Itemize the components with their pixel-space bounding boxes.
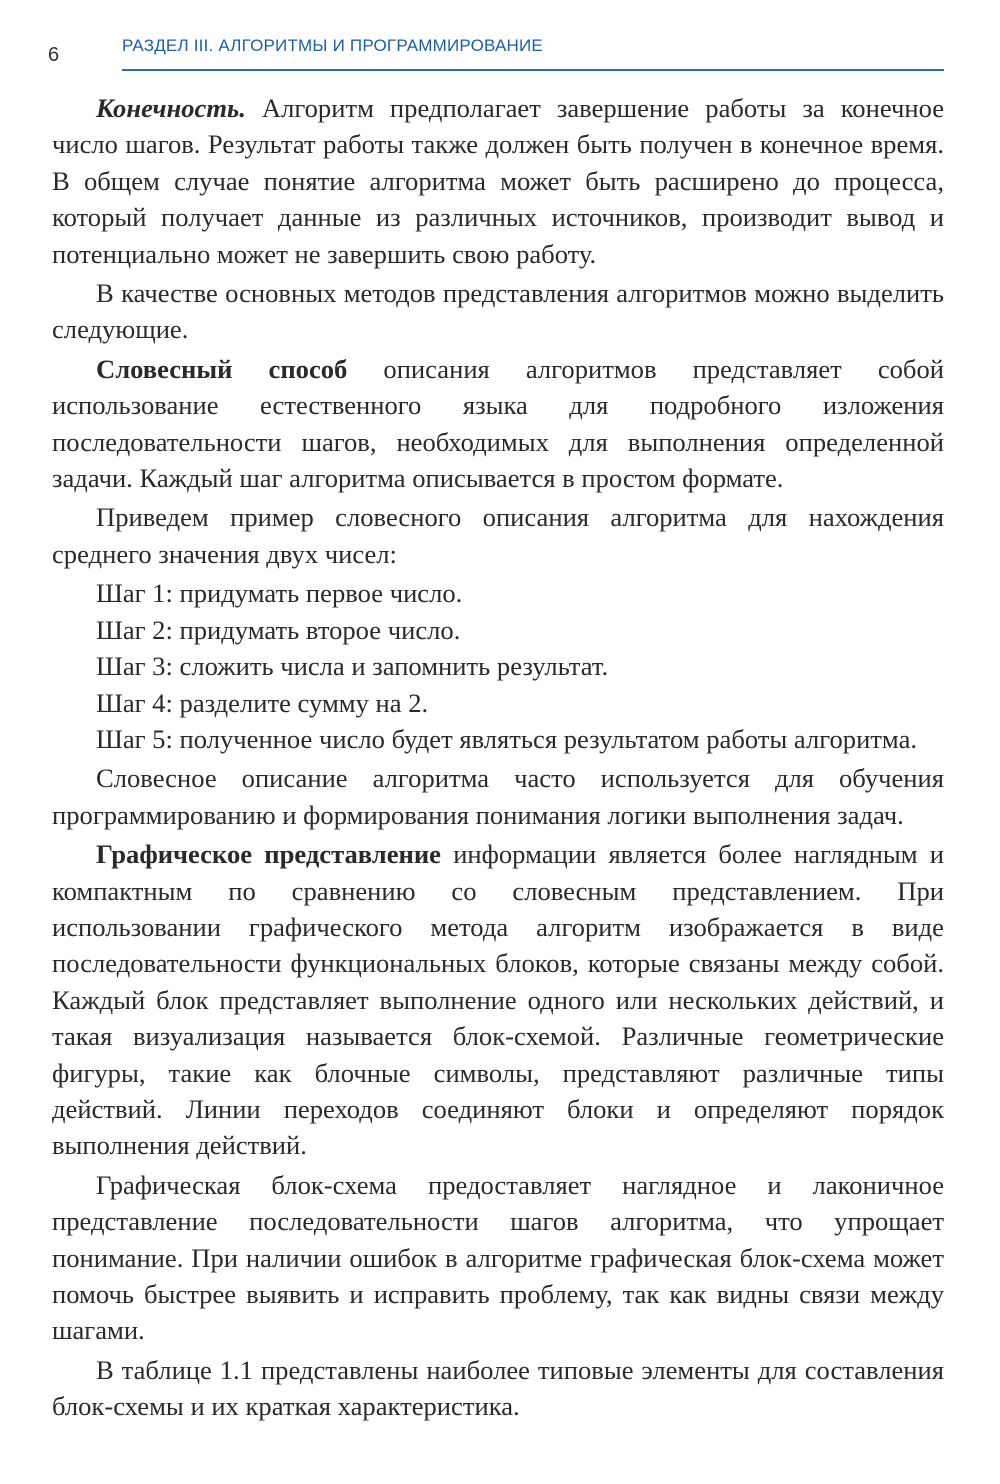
paragraph-text: В качестве основных методов представления алгоритмов можно выделить следующие.: [52, 278, 944, 345]
paragraph-example-intro: [52, 499, 944, 572]
paragraph-verbal-method: [52, 351, 944, 497]
paragraph-text: Графическая блок-схема предоставляет наглядное и лаконичное представление последовательности шагов алгоритма, что упрощает понимание. При наличии ошибок в алгоритме графическая блок-схема может помочь быстрее выявить и исправить проблему, так как видны связи между шагами.: [52, 1169, 944, 1346]
algorithm-step-2: Шаг 2: придумать второе число.: [96, 614, 461, 645]
algorithm-step-4: Шаг 4: разделите сумму на 2.: [96, 687, 429, 718]
algorithm-step-3: Шаг 3: сложить числа и запомнить результат.: [96, 651, 609, 682]
paragraph-table-reference: [52, 1352, 944, 1425]
term-finiteness: Конечность.: [96, 93, 246, 123]
paragraph-text: Словесное описание алгоритма часто используется для обучения программированию и формирования понимания логики выполнения задач.: [52, 763, 944, 830]
algorithm-step-1: Шаг 1: придумать первое число.: [96, 578, 463, 609]
paragraph-text: Алгоритм предполагает завершение работы за конечное число шагов. Результат работы также должен быть получен в конечное время. В общем случае понятие алгоритма может быть расширено до процесса, который получает данные из различных источников, производит вывод и потенциально может не завершить свою работу.: [52, 93, 944, 269]
page-number: 6: [48, 44, 60, 66]
paragraph-text: Приведем пример словесного описания алгоритма для нахождения среднего значения двух чисел:: [52, 502, 944, 569]
term-graphic-representation: Графическое представление: [96, 839, 441, 870]
paragraph-verbal-usage: [52, 760, 944, 833]
paragraph-text: В таблице 1.1 представлены наиболее типовые элементы для составления блок-схемы и их краткая характеристика.: [52, 1354, 944, 1422]
paragraph-text: описания алгоритмов представляет собой использование естественного языка для подробного изложения последовательности шагов, необходимых для выполнения определенной задачи. Каждый шаг алгоритма описывается в простом формате.: [52, 353, 944, 494]
paragraph-finiteness: [52, 90, 944, 272]
paragraph-text: информации является более наглядным и компактным по сравнению со словесным представлением. При использовании графического метода алгоритм изображается в виде последовательности функциональных блоков, которые связаны между собой. Каждый блок представляет выполнение одного или нескольких действий, и такая визуализация называется блок-схемой. Различные геометрические фигуры, такие как блочные символы, представляют различные типы действий. Линии переходов соединяют блоки и определяют порядок выполнения действий.: [52, 839, 944, 1161]
page-body: [52, 90, 944, 1428]
algorithm-step-5: Шаг 5: полученное число будет являться результатом работы алгоритма.: [96, 723, 918, 754]
paragraph-graphic-representation: [52, 836, 944, 1164]
header-rule: [122, 69, 944, 71]
running-head: РАЗДЕЛ III. АЛГОРИТМЫ И ПРОГРАММИРОВАНИЕ: [122, 36, 543, 55]
paragraph-methods-intro: [52, 275, 944, 348]
page-header: [0, 34, 1000, 78]
term-verbal-method: Словесный способ: [96, 353, 348, 384]
paragraph-flowchart-benefits: [52, 1167, 944, 1349]
